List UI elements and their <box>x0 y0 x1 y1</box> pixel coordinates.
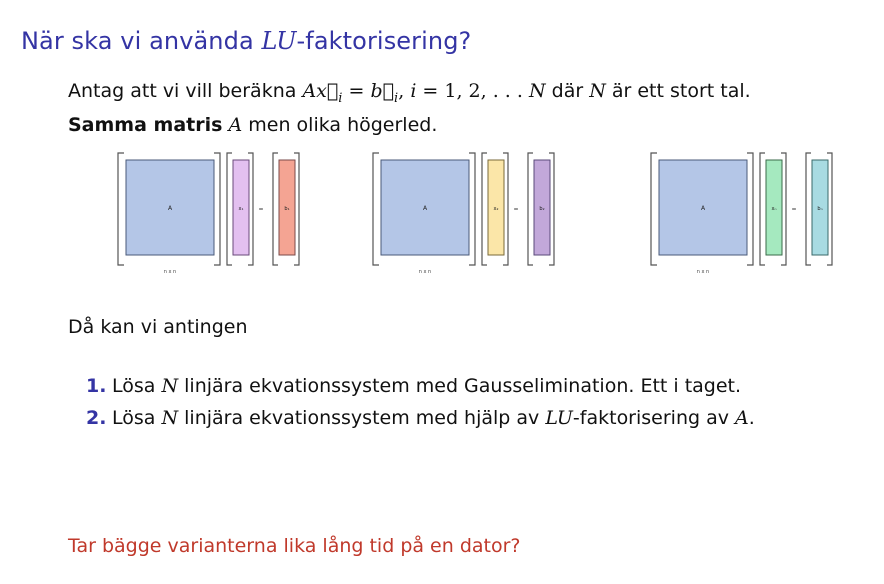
matrix-diagram-2 <box>373 153 554 275</box>
x-vector-label: x₂ <box>493 206 499 212</box>
matrix-size-label: n x n <box>418 269 432 275</box>
matrix-bracket-left <box>373 153 379 265</box>
b-vector-label: b₂ <box>539 206 545 212</box>
list-number: 2. <box>86 407 107 429</box>
matrix-bracket-right <box>214 153 220 265</box>
intro-pre: Antag att vi vill beräkna <box>68 80 303 102</box>
equals-sign: = <box>791 206 797 213</box>
equals-sign: = <box>258 206 264 213</box>
eq-A: A <box>302 80 317 102</box>
closing-question: Tar bägge varianterna lika lång tid på en dator? <box>68 535 521 557</box>
intro-line2-post: men olika högerled. <box>242 113 438 136</box>
matrix-bracket-right <box>469 153 475 265</box>
intro-N: N <box>589 80 606 102</box>
x-bracket-left <box>760 153 765 265</box>
matrix-bracket-left <box>118 153 124 265</box>
intro-line-2 <box>68 112 751 138</box>
list-em: N <box>161 375 179 397</box>
eq-x-sub: i <box>338 90 343 106</box>
list-item <box>86 402 755 434</box>
list-post3: . <box>748 407 755 429</box>
eq-range: = 1, 2, . . . <box>416 80 529 102</box>
list-post: linjära ekvationssystem med Gausselimination. Ett i taget. <box>178 375 742 397</box>
x-vector-label: xₙ <box>771 206 777 212</box>
list-post2: -faktorisering av <box>572 407 736 429</box>
list-em2: LU <box>545 407 573 429</box>
matrix-diagram-3 <box>651 153 832 275</box>
eq-b-sub: i <box>394 90 399 106</box>
eq-i: i <box>410 80 417 102</box>
list-item <box>86 370 755 402</box>
matrix-a-label: A <box>700 205 706 212</box>
eq-x: x⃗ <box>316 80 339 102</box>
x-bracket-left <box>227 153 232 265</box>
then-text: Då kan vi antingen <box>68 316 248 338</box>
title-lu: LU <box>261 27 297 55</box>
intro-text <box>68 78 751 138</box>
title-post: -faktorisering? <box>296 27 472 55</box>
intro-line-1 <box>68 78 751 112</box>
matrix-a-label: A <box>422 205 428 212</box>
equals-sign: = <box>513 206 519 213</box>
b-bracket-left <box>528 153 533 265</box>
list-number: 1. <box>86 375 107 397</box>
list-pre: Lösa <box>112 407 162 429</box>
b-vector-label: bₙ <box>817 206 823 212</box>
b-bracket-left <box>806 153 811 265</box>
list-text <box>112 370 741 402</box>
matrix-size-label: n x n <box>696 269 710 275</box>
intro-mid: där <box>545 80 590 102</box>
same-matrix-bold: Samma matris <box>68 113 223 136</box>
title-pre: När ska vi använda <box>21 27 262 55</box>
matrix-size-label: n x n <box>163 269 177 275</box>
list-pre: Lösa <box>112 375 162 397</box>
matrix-bracket-right <box>747 153 753 265</box>
options-list <box>86 370 755 434</box>
matrix-diagrams <box>110 150 840 280</box>
list-em: N <box>161 407 179 429</box>
slide-title <box>21 27 471 55</box>
x-vector-label: x₁ <box>238 206 244 212</box>
eq-comma: , <box>398 80 411 102</box>
matrix-a-label: A <box>167 205 173 212</box>
eq-b: b⃗ <box>370 80 395 102</box>
matrix-diagram-1 <box>118 153 299 275</box>
eq-N: N <box>528 80 546 102</box>
list-em3: A <box>735 407 749 429</box>
intro-post: är ett stort tal. <box>605 80 751 102</box>
matrix-bracket-left <box>651 153 657 265</box>
b-vector-label: b₁ <box>284 206 290 212</box>
list-text <box>112 402 755 434</box>
x-bracket-left <box>482 153 487 265</box>
intro-A: A <box>228 113 243 136</box>
eq-equals: = <box>342 80 371 102</box>
b-bracket-left <box>273 153 278 265</box>
list-post: linjära ekvationssystem med hjälp av <box>178 407 546 429</box>
